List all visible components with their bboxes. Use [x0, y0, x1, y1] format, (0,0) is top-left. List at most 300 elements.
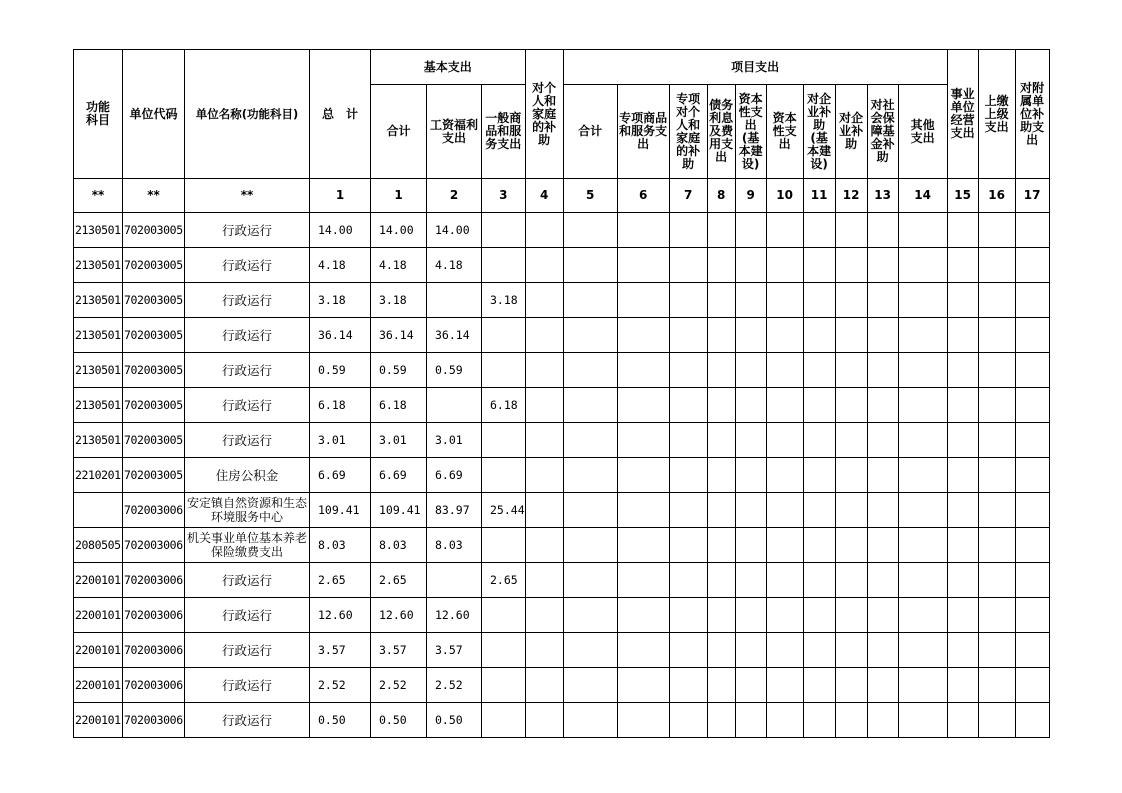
salary-cell [427, 283, 482, 318]
empty-cell [669, 388, 707, 423]
empty-cell [867, 248, 898, 283]
unit-name-cell: 行政运行 [185, 353, 310, 388]
empty-cell [563, 248, 617, 283]
header-project-social-security: 对社会保障基金补助 [867, 85, 898, 179]
empty-cell [735, 458, 766, 493]
empty-cell [707, 248, 735, 283]
empty-cell [766, 563, 803, 598]
empty-cell [803, 353, 835, 388]
empty-cell [947, 458, 978, 493]
unit-code-cell: 702003006 [123, 703, 185, 738]
empty-cell [563, 563, 617, 598]
empty-cell [617, 388, 669, 423]
empty-cell [1015, 248, 1049, 283]
empty-cell [707, 668, 735, 703]
empty-cell [1015, 283, 1049, 318]
empty-cell [1015, 318, 1049, 353]
empty-cell [978, 388, 1015, 423]
func-subject-cell: 2130501 [74, 213, 123, 248]
empty-cell [803, 633, 835, 668]
column-index-cell: 1 [310, 179, 371, 213]
table-row [74, 353, 1050, 388]
empty-cell [978, 528, 1015, 563]
basic-total-cell: 12.60 [371, 598, 427, 633]
goods-services-cell [482, 213, 526, 248]
total-cell: 36.14 [310, 318, 371, 353]
empty-cell [867, 633, 898, 668]
empty-cell [1015, 423, 1049, 458]
empty-cell [669, 493, 707, 528]
personal-subsidy-cell [525, 633, 563, 668]
header-basic-expense: 基本支出 [371, 50, 526, 85]
empty-cell [766, 458, 803, 493]
unit-name-cell: 行政运行 [185, 423, 310, 458]
empty-cell [766, 528, 803, 563]
unit-name-cell: 行政运行 [185, 283, 310, 318]
header-project-expense: 项目支出 [563, 50, 947, 85]
table-row [74, 248, 1050, 283]
header-business-expense: 事业单位经营支出 [947, 50, 978, 179]
empty-cell [563, 458, 617, 493]
table-row [74, 563, 1050, 598]
header-project-goods: 专项商品和服务支出 [617, 85, 669, 179]
empty-cell [735, 703, 766, 738]
empty-cell [766, 318, 803, 353]
goods-services-cell: 3.18 [482, 283, 526, 318]
empty-cell [707, 633, 735, 668]
empty-cell [766, 633, 803, 668]
empty-cell [867, 493, 898, 528]
unit-code-cell: 702003005 [123, 423, 185, 458]
header-project-debt: 债务利息及费用支出 [707, 85, 735, 179]
empty-cell [669, 353, 707, 388]
empty-cell [766, 213, 803, 248]
unit-code-cell: 702003005 [123, 353, 185, 388]
goods-services-cell [482, 668, 526, 703]
table-row [74, 598, 1050, 633]
empty-cell [867, 353, 898, 388]
empty-cell [766, 668, 803, 703]
basic-total-cell: 3.01 [371, 423, 427, 458]
unit-name-cell: 行政运行 [185, 318, 310, 353]
empty-cell [735, 423, 766, 458]
empty-cell [735, 318, 766, 353]
empty-cell [803, 458, 835, 493]
unit-name-cell: 住房公积金 [185, 458, 310, 493]
column-index-cell: 2 [427, 179, 482, 213]
total-cell: 3.18 [310, 283, 371, 318]
column-index-cell: 11 [803, 179, 835, 213]
empty-cell [617, 458, 669, 493]
empty-cell [947, 423, 978, 458]
empty-cell [898, 423, 947, 458]
header-row-1 [74, 50, 1050, 85]
empty-cell [617, 248, 669, 283]
unit-code-cell: 702003006 [123, 563, 185, 598]
func-subject-cell: 2130501 [74, 423, 123, 458]
empty-cell [563, 213, 617, 248]
header-project-other: 其他支出 [898, 85, 947, 179]
total-cell: 3.57 [310, 633, 371, 668]
empty-cell [669, 703, 707, 738]
header-total: 总 计 [310, 50, 371, 179]
empty-cell [617, 493, 669, 528]
unit-code-cell: 702003006 [123, 598, 185, 633]
table-row [74, 388, 1050, 423]
personal-subsidy-cell [525, 213, 563, 248]
empty-cell [669, 458, 707, 493]
empty-cell [978, 423, 1015, 458]
header-upper-payment: 上缴上级支出 [978, 50, 1015, 179]
empty-cell [766, 248, 803, 283]
total-cell: 2.65 [310, 563, 371, 598]
empty-cell [1015, 528, 1049, 563]
empty-cell [735, 598, 766, 633]
header-func-subject: 功能科目 [74, 50, 123, 179]
total-cell: 12.60 [310, 598, 371, 633]
empty-cell [707, 528, 735, 563]
empty-cell [835, 283, 867, 318]
empty-cell [707, 703, 735, 738]
empty-cell [898, 493, 947, 528]
column-index-cell: 3 [482, 179, 526, 213]
empty-cell [978, 668, 1015, 703]
basic-total-cell: 109.41 [371, 493, 427, 528]
unit-name-cell: 行政运行 [185, 248, 310, 283]
empty-cell [947, 353, 978, 388]
empty-cell [707, 423, 735, 458]
empty-cell [766, 283, 803, 318]
empty-cell [947, 668, 978, 703]
empty-cell [835, 563, 867, 598]
func-subject-cell: 2200101 [74, 703, 123, 738]
empty-cell [669, 318, 707, 353]
empty-cell [617, 318, 669, 353]
salary-cell: 0.50 [427, 703, 482, 738]
func-subject-cell: 2200101 [74, 668, 123, 703]
empty-cell [1015, 633, 1049, 668]
unit-code-cell: 702003006 [123, 633, 185, 668]
empty-cell [867, 563, 898, 598]
empty-cell [563, 423, 617, 458]
basic-total-cell: 6.69 [371, 458, 427, 493]
salary-cell: 8.03 [427, 528, 482, 563]
salary-cell: 0.59 [427, 353, 482, 388]
empty-cell [898, 388, 947, 423]
header-project-total: 合计 [563, 85, 617, 179]
empty-cell [978, 598, 1015, 633]
empty-cell [1015, 703, 1049, 738]
empty-cell [707, 318, 735, 353]
empty-cell [735, 248, 766, 283]
empty-cell [617, 353, 669, 388]
unit-code-cell: 702003006 [123, 493, 185, 528]
empty-cell [835, 703, 867, 738]
unit-name-cell: 行政运行 [185, 563, 310, 598]
empty-cell [707, 598, 735, 633]
empty-cell [978, 318, 1015, 353]
empty-cell [947, 633, 978, 668]
total-cell: 0.59 [310, 353, 371, 388]
empty-cell [1015, 563, 1049, 598]
column-index-cell: 6 [617, 179, 669, 213]
basic-total-cell: 36.14 [371, 318, 427, 353]
empty-cell [669, 633, 707, 668]
empty-cell [835, 493, 867, 528]
empty-cell [707, 283, 735, 318]
empty-cell [617, 703, 669, 738]
empty-cell [978, 283, 1015, 318]
salary-cell: 14.00 [427, 213, 482, 248]
header-project-enterprise: 对企业补助 [835, 85, 867, 179]
empty-cell [669, 598, 707, 633]
column-index-cell: 12 [835, 179, 867, 213]
empty-cell [1015, 388, 1049, 423]
unit-code-cell: 702003006 [123, 668, 185, 703]
header-subsidiary-subsidy: 对附属单位补助支出 [1015, 50, 1049, 179]
column-index-cell: 4 [525, 179, 563, 213]
empty-cell [867, 668, 898, 703]
unit-code-cell: 702003005 [123, 318, 185, 353]
empty-cell [563, 353, 617, 388]
empty-cell [898, 668, 947, 703]
empty-cell [1015, 353, 1049, 388]
empty-cell [898, 318, 947, 353]
table-row [74, 703, 1050, 738]
empty-cell [735, 528, 766, 563]
empty-cell [563, 598, 617, 633]
salary-cell: 6.69 [427, 458, 482, 493]
personal-subsidy-cell [525, 703, 563, 738]
empty-cell [947, 703, 978, 738]
empty-cell [803, 213, 835, 248]
unit-name-cell: 安定镇自然资源和生态环境服务中心 [185, 493, 310, 528]
empty-cell [563, 283, 617, 318]
column-index-cell: 8 [707, 179, 735, 213]
salary-cell: 12.60 [427, 598, 482, 633]
unit-name-cell: 行政运行 [185, 213, 310, 248]
empty-cell [803, 563, 835, 598]
basic-total-cell: 14.00 [371, 213, 427, 248]
func-subject-cell: 2130501 [74, 353, 123, 388]
unit-name-cell: 行政运行 [185, 668, 310, 703]
goods-services-cell: 6.18 [482, 388, 526, 423]
column-index-cell: ** [74, 179, 123, 213]
unit-code-cell: 702003005 [123, 388, 185, 423]
empty-cell [898, 563, 947, 598]
empty-cell [563, 318, 617, 353]
personal-subsidy-cell [525, 493, 563, 528]
table-row [74, 423, 1050, 458]
empty-cell [669, 528, 707, 563]
basic-total-cell: 0.59 [371, 353, 427, 388]
empty-cell [947, 318, 978, 353]
total-cell: 6.18 [310, 388, 371, 423]
unit-name-cell: 行政运行 [185, 388, 310, 423]
total-cell: 8.03 [310, 528, 371, 563]
unit-code-cell: 702003006 [123, 528, 185, 563]
salary-cell: 2.52 [427, 668, 482, 703]
personal-subsidy-cell [525, 563, 563, 598]
table-row [74, 493, 1050, 528]
empty-cell [735, 633, 766, 668]
unit-code-cell: 702003005 [123, 213, 185, 248]
empty-cell [669, 283, 707, 318]
goods-services-cell [482, 458, 526, 493]
column-index-cell: 9 [735, 179, 766, 213]
unit-code-cell: 702003005 [123, 283, 185, 318]
func-subject-cell: 2080505 [74, 528, 123, 563]
empty-cell [617, 283, 669, 318]
basic-total-cell: 3.18 [371, 283, 427, 318]
empty-cell [898, 458, 947, 493]
empty-cell [803, 248, 835, 283]
empty-cell [563, 388, 617, 423]
header-project-capital: 资本性支出 [766, 85, 803, 179]
empty-cell [898, 598, 947, 633]
func-subject-cell: 2210201 [74, 458, 123, 493]
personal-subsidy-cell [525, 668, 563, 703]
func-subject-cell: 2130501 [74, 388, 123, 423]
empty-cell [563, 668, 617, 703]
empty-cell [735, 388, 766, 423]
empty-cell [669, 563, 707, 598]
empty-cell [563, 493, 617, 528]
personal-subsidy-cell [525, 528, 563, 563]
empty-cell [835, 528, 867, 563]
header-project-capital-construction: 资本性支出(基本建设) [735, 85, 766, 179]
empty-cell [947, 493, 978, 528]
empty-cell [867, 388, 898, 423]
empty-cell [1015, 213, 1049, 248]
goods-services-cell [482, 703, 526, 738]
salary-cell: 83.97 [427, 493, 482, 528]
empty-cell [978, 563, 1015, 598]
empty-cell [803, 668, 835, 703]
empty-cell [617, 528, 669, 563]
empty-cell [898, 528, 947, 563]
column-index-cell: ** [123, 179, 185, 213]
goods-services-cell [482, 318, 526, 353]
basic-total-cell: 4.18 [371, 248, 427, 283]
empty-cell [978, 213, 1015, 248]
empty-cell [766, 423, 803, 458]
func-subject-cell: 2130501 [74, 318, 123, 353]
empty-cell [978, 353, 1015, 388]
expenditure-table [73, 49, 1050, 738]
empty-cell [1015, 598, 1049, 633]
empty-cell [898, 213, 947, 248]
empty-cell [835, 668, 867, 703]
unit-name-cell: 行政运行 [185, 703, 310, 738]
empty-cell [947, 563, 978, 598]
empty-cell [563, 633, 617, 668]
total-cell: 14.00 [310, 213, 371, 248]
empty-cell [835, 353, 867, 388]
empty-cell [766, 353, 803, 388]
func-subject-cell: 2130501 [74, 248, 123, 283]
salary-cell: 3.01 [427, 423, 482, 458]
goods-services-cell: 25.44 [482, 493, 526, 528]
empty-cell [735, 668, 766, 703]
empty-cell [707, 493, 735, 528]
basic-total-cell: 6.18 [371, 388, 427, 423]
empty-cell [898, 703, 947, 738]
empty-cell [947, 283, 978, 318]
personal-subsidy-cell [525, 458, 563, 493]
empty-cell [947, 598, 978, 633]
personal-subsidy-cell [525, 598, 563, 633]
empty-cell [707, 458, 735, 493]
empty-cell [835, 633, 867, 668]
empty-cell [669, 213, 707, 248]
unit-name-cell: 机关事业单位基本养老保险缴费支出 [185, 528, 310, 563]
empty-cell [617, 563, 669, 598]
column-index-cell: 16 [978, 179, 1015, 213]
column-index-cell: ** [185, 179, 310, 213]
basic-total-cell: 2.65 [371, 563, 427, 598]
unit-code-cell: 702003005 [123, 248, 185, 283]
total-cell: 6.69 [310, 458, 371, 493]
unit-code-cell: 702003005 [123, 458, 185, 493]
empty-cell [617, 633, 669, 668]
unit-name-cell: 行政运行 [185, 633, 310, 668]
column-index-cell: 14 [898, 179, 947, 213]
goods-services-cell [482, 423, 526, 458]
empty-cell [766, 598, 803, 633]
header-basic-goods: 一般商品和服务支出 [482, 85, 526, 179]
header-basic-personal: 对个人和家庭的补助 [525, 50, 563, 179]
empty-cell [735, 493, 766, 528]
empty-cell [898, 633, 947, 668]
empty-cell [707, 353, 735, 388]
empty-cell [947, 248, 978, 283]
empty-cell [898, 353, 947, 388]
table-row [74, 458, 1050, 493]
empty-cell [617, 668, 669, 703]
salary-cell [427, 563, 482, 598]
salary-cell: 36.14 [427, 318, 482, 353]
column-index-cell: 5 [563, 179, 617, 213]
empty-cell [835, 423, 867, 458]
empty-cell [835, 458, 867, 493]
goods-services-cell [482, 353, 526, 388]
empty-cell [707, 388, 735, 423]
goods-services-cell [482, 528, 526, 563]
table-row [74, 633, 1050, 668]
header-unit-name: 单位名称(功能科目) [185, 50, 310, 179]
empty-cell [978, 703, 1015, 738]
empty-cell [835, 213, 867, 248]
empty-cell [898, 283, 947, 318]
empty-cell [707, 563, 735, 598]
column-index-cell: 10 [766, 179, 803, 213]
empty-cell [867, 528, 898, 563]
header-unit-code: 单位代码 [123, 50, 185, 179]
basic-total-cell: 8.03 [371, 528, 427, 563]
empty-cell [978, 458, 1015, 493]
empty-cell [735, 353, 766, 388]
personal-subsidy-cell [525, 353, 563, 388]
empty-cell [867, 318, 898, 353]
salary-cell: 3.57 [427, 633, 482, 668]
empty-cell [803, 423, 835, 458]
empty-cell [803, 318, 835, 353]
empty-cell [803, 598, 835, 633]
empty-cell [803, 388, 835, 423]
func-subject-cell: 2130501 [74, 283, 123, 318]
empty-cell [898, 248, 947, 283]
